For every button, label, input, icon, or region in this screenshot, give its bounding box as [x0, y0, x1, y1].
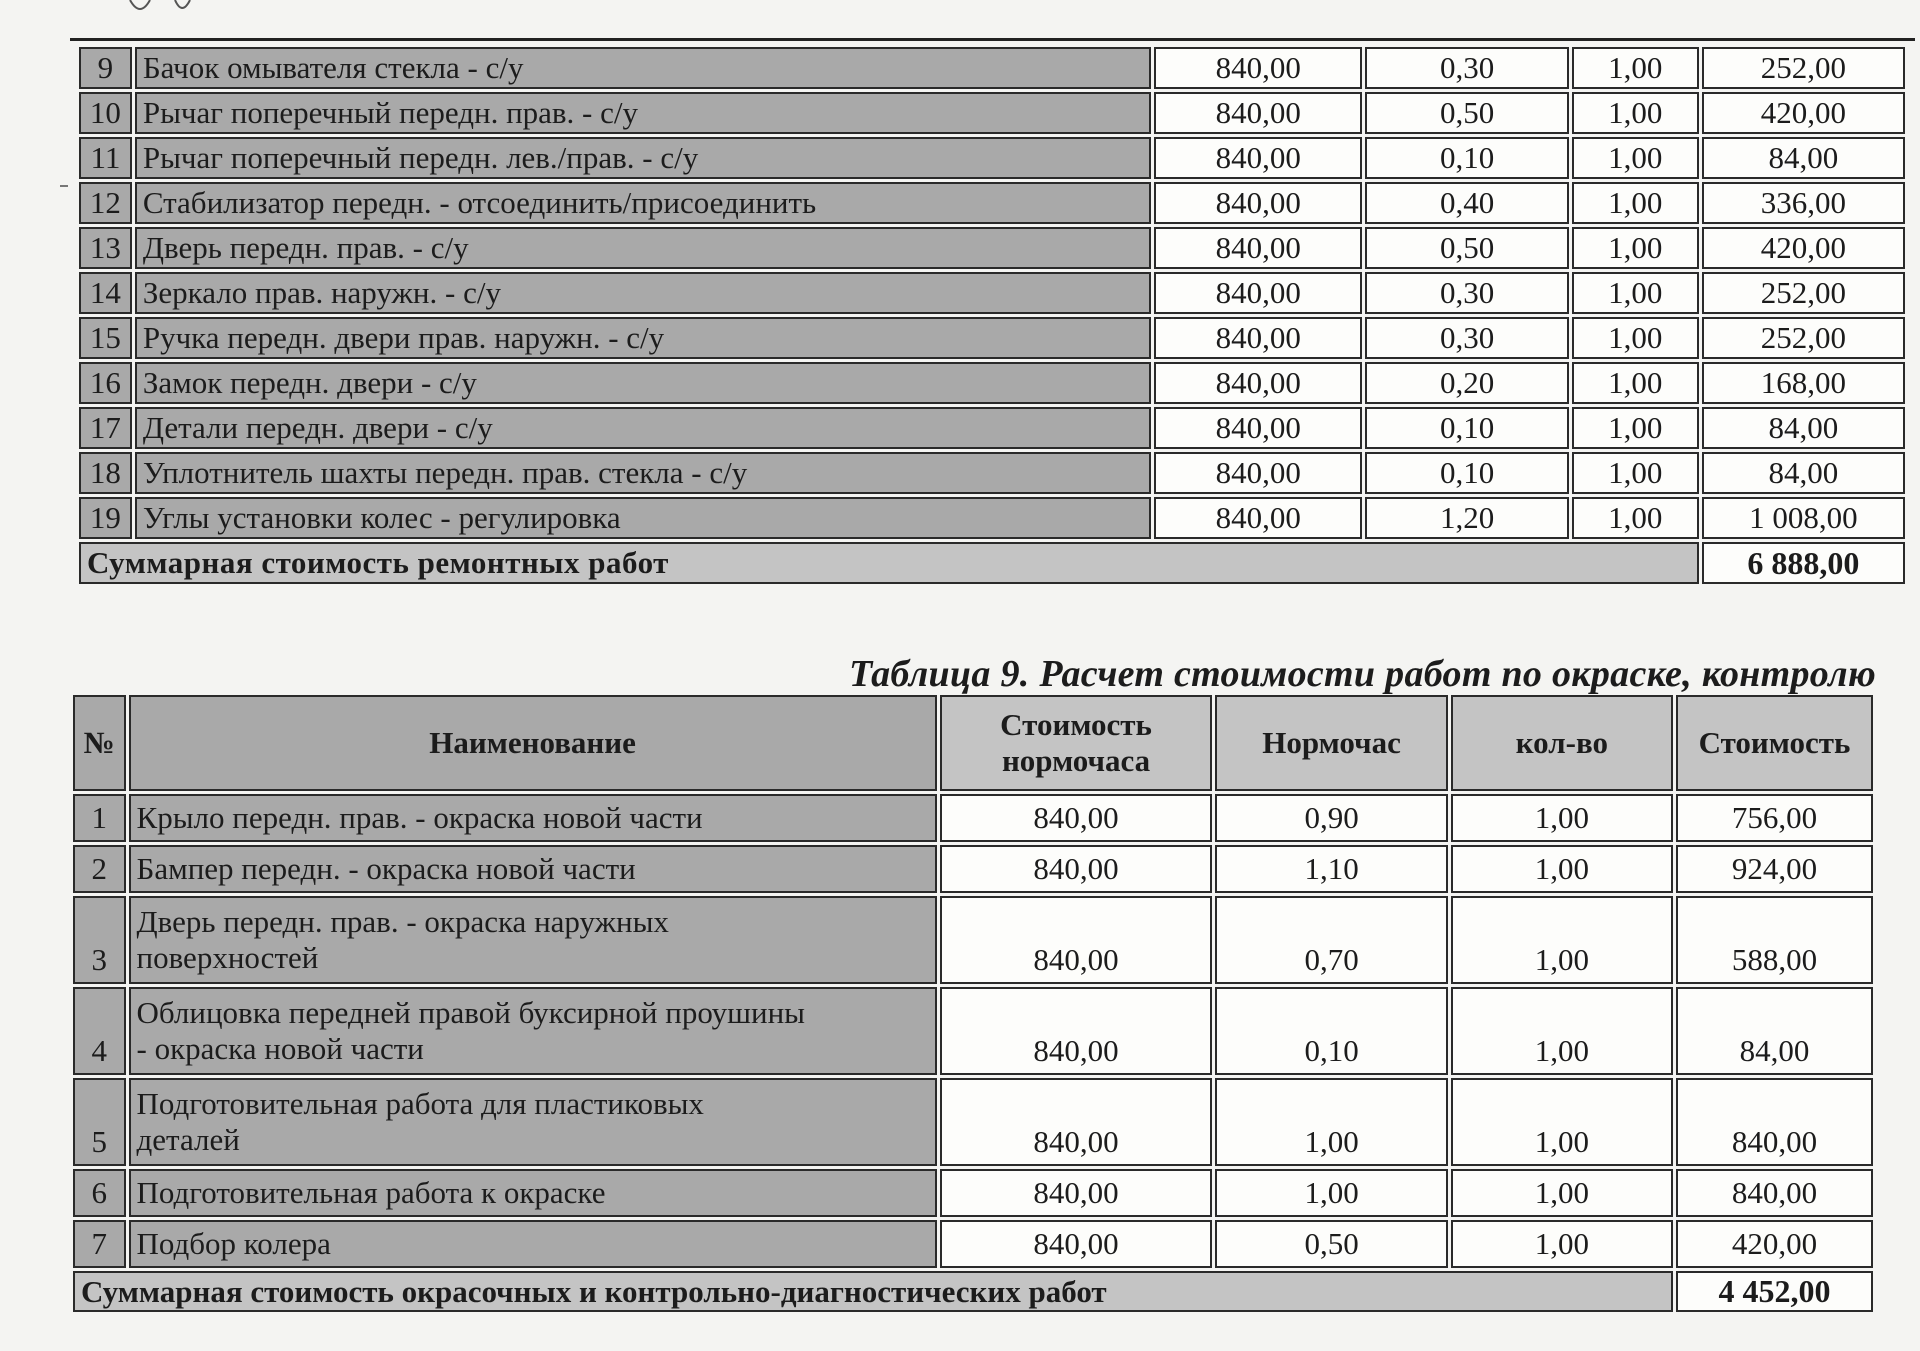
- row-cost: 252,00: [1702, 317, 1905, 359]
- table-row: [73, 896, 1873, 984]
- header-price-line1: Стоимость: [1000, 707, 1152, 742]
- row-name: [129, 1220, 937, 1268]
- painting-works-table: [70, 692, 1876, 1315]
- table-row: [73, 845, 1873, 893]
- row-price: 840,00: [1154, 362, 1362, 404]
- row-name: [129, 896, 937, 984]
- row-number: 15: [79, 317, 132, 359]
- row-hours: 1,20: [1365, 497, 1568, 539]
- row-name-line2: деталей: [136, 1122, 240, 1157]
- row-hours: 0,30: [1365, 272, 1568, 314]
- top-rule: [70, 38, 1915, 41]
- row-cost: 840,00: [1676, 1078, 1873, 1166]
- row-name-line1: Подбор колера: [136, 1226, 331, 1261]
- row-hours: 0,30: [1365, 47, 1568, 89]
- header-price: [940, 695, 1213, 791]
- row-number: 1: [73, 794, 126, 842]
- row-number: 3: [73, 896, 126, 984]
- row-cost: 336,00: [1702, 182, 1905, 224]
- table-row: [79, 47, 1905, 89]
- row-qty: 1,00: [1572, 452, 1699, 494]
- table-row: [79, 317, 1905, 359]
- row-number: 10: [79, 92, 132, 134]
- row-cost: 420,00: [1702, 227, 1905, 269]
- header-price-line2: нормочаса: [1001, 743, 1151, 778]
- row-name: Замок передн. двери - с/у: [135, 362, 1151, 404]
- row-name-line1: Бампер передн. - окраска новой части: [136, 851, 636, 886]
- total-row: [79, 542, 1905, 584]
- repair-works-table: [76, 44, 1908, 587]
- row-name: Стабилизатор передн. - отсоединить/присоединить: [135, 182, 1151, 224]
- row-name: Бачок омывателя стекла - с/у: [135, 47, 1151, 89]
- row-name-line1: Подготовительная работа для пластиковых: [136, 1086, 704, 1121]
- table-row: [73, 987, 1873, 1075]
- header-row: [73, 695, 1873, 791]
- table-row: [79, 92, 1905, 134]
- row-hours: 0,50: [1365, 92, 1568, 134]
- row-hours: 0,30: [1365, 317, 1568, 359]
- table-row: [79, 272, 1905, 314]
- row-number: 16: [79, 362, 132, 404]
- row-hours: 1,00: [1215, 1169, 1447, 1217]
- row-name-line1: Облицовка передней правой буксирной проушины: [136, 995, 806, 1030]
- total-label: Суммарная стоимость окрасочных и контрольно-диагностических работ: [73, 1271, 1673, 1312]
- row-number: 4: [73, 987, 126, 1075]
- row-number: 18: [79, 452, 132, 494]
- row-number: 7: [73, 1220, 126, 1268]
- header-name: Наименование: [129, 695, 937, 791]
- table-row: [79, 497, 1905, 539]
- row-qty: 1,00: [1572, 317, 1699, 359]
- header-no: №: [73, 695, 126, 791]
- row-name: Рычаг поперечный передн. лев./прав. - с/у: [135, 137, 1151, 179]
- row-name-line1: Подготовительная работа к окраске: [136, 1175, 606, 1210]
- row-number: 12: [79, 182, 132, 224]
- total-label: Суммарная стоимость ремонтных работ: [79, 542, 1699, 584]
- row-hours: 0,10: [1365, 407, 1568, 449]
- row-price: 840,00: [1154, 227, 1362, 269]
- row-number: 6: [73, 1169, 126, 1217]
- row-hours: 0,10: [1365, 452, 1568, 494]
- row-name-line2: поверхностей: [136, 940, 319, 975]
- row-hours: 0,10: [1365, 137, 1568, 179]
- table-row: [73, 1169, 1873, 1217]
- table-row: [79, 407, 1905, 449]
- row-qty: 1,00: [1572, 137, 1699, 179]
- row-qty: 1,00: [1572, 272, 1699, 314]
- row-qty: 1,00: [1451, 987, 1673, 1075]
- row-number: 17: [79, 407, 132, 449]
- table-row: [79, 227, 1905, 269]
- row-hours: 1,00: [1215, 1078, 1447, 1166]
- row-name: Рычаг поперечный передн. прав. - с/у: [135, 92, 1151, 134]
- row-price: 840,00: [1154, 182, 1362, 224]
- margin-mark: [60, 185, 68, 187]
- row-price: 840,00: [940, 1078, 1213, 1166]
- row-price: 840,00: [940, 896, 1213, 984]
- row-hours: 0,50: [1215, 1220, 1447, 1268]
- row-hours: 0,50: [1365, 227, 1568, 269]
- row-price: 840,00: [1154, 452, 1362, 494]
- row-price: 840,00: [1154, 317, 1362, 359]
- table-caption: Таблица 9. Расчет стоимости работ по окраске, контролю: [848, 653, 1876, 695]
- row-cost: 420,00: [1702, 92, 1905, 134]
- row-qty: 1,00: [1451, 896, 1673, 984]
- row-hours: 0,70: [1215, 896, 1447, 984]
- total-row: [73, 1271, 1873, 1312]
- row-qty: 1,00: [1572, 362, 1699, 404]
- row-price: 840,00: [1154, 497, 1362, 539]
- row-cost: 252,00: [1702, 47, 1905, 89]
- header-cost: Стоимость: [1676, 695, 1873, 791]
- row-qty: 1,00: [1451, 794, 1673, 842]
- row-price: 840,00: [1154, 137, 1362, 179]
- row-qty: 1,00: [1451, 845, 1673, 893]
- row-name: Углы установки колес - регулировка: [135, 497, 1151, 539]
- row-price: 840,00: [1154, 92, 1362, 134]
- row-cost: 924,00: [1676, 845, 1873, 893]
- row-name-line2: - окраска новой части: [136, 1031, 424, 1066]
- table-row: [73, 1220, 1873, 1268]
- table-row: [79, 452, 1905, 494]
- row-qty: 1,00: [1451, 1220, 1673, 1268]
- row-price: 840,00: [940, 794, 1213, 842]
- row-price: 840,00: [1154, 272, 1362, 314]
- row-price: 840,00: [940, 845, 1213, 893]
- row-name-line1: Дверь передн. прав. - окраска наружных: [136, 904, 669, 939]
- row-hours: 0,40: [1365, 182, 1568, 224]
- logo-fragment-icon: [120, 0, 210, 20]
- row-cost: 840,00: [1676, 1169, 1873, 1217]
- row-name: Ручка передн. двери прав. наружн. - с/у: [135, 317, 1151, 359]
- row-number: 14: [79, 272, 132, 314]
- row-qty: 1,00: [1572, 47, 1699, 89]
- row-name: [129, 1078, 937, 1166]
- row-cost: 84,00: [1676, 987, 1873, 1075]
- row-name-line1: Крыло передн. прав. - окраска новой части: [136, 800, 703, 835]
- row-cost: 168,00: [1702, 362, 1905, 404]
- row-price: 840,00: [1154, 407, 1362, 449]
- row-name: Детали передн. двери - с/у: [135, 407, 1151, 449]
- row-number: 5: [73, 1078, 126, 1166]
- table-row: [79, 362, 1905, 404]
- row-cost: 84,00: [1702, 452, 1905, 494]
- row-qty: 1,00: [1572, 182, 1699, 224]
- row-cost: 84,00: [1702, 407, 1905, 449]
- row-cost: 420,00: [1676, 1220, 1873, 1268]
- table-row: [73, 794, 1873, 842]
- total-value: 4 452,00: [1676, 1271, 1873, 1312]
- row-qty: 1,00: [1451, 1169, 1673, 1217]
- row-name: Зеркало прав. наружн. - с/у: [135, 272, 1151, 314]
- row-name: [129, 1169, 937, 1217]
- row-number: 19: [79, 497, 132, 539]
- row-price: 840,00: [940, 1169, 1213, 1217]
- row-price: 840,00: [940, 987, 1213, 1075]
- row-hours: 0,90: [1215, 794, 1447, 842]
- table-row: [73, 1078, 1873, 1166]
- row-cost: 84,00: [1702, 137, 1905, 179]
- row-hours: 0,20: [1365, 362, 1568, 404]
- header-qty: кол-во: [1451, 695, 1673, 791]
- row-name: Дверь передн. прав. - с/у: [135, 227, 1151, 269]
- row-number: 9: [79, 47, 132, 89]
- row-qty: 1,00: [1572, 92, 1699, 134]
- row-cost: 1 008,00: [1702, 497, 1905, 539]
- row-number: 13: [79, 227, 132, 269]
- row-number: 2: [73, 845, 126, 893]
- row-name: Уплотнитель шахты передн. прав. стекла - с/у: [135, 452, 1151, 494]
- row-cost: 252,00: [1702, 272, 1905, 314]
- row-price: 840,00: [940, 1220, 1213, 1268]
- row-qty: 1,00: [1572, 407, 1699, 449]
- table-row: [79, 182, 1905, 224]
- row-qty: 1,00: [1572, 227, 1699, 269]
- row-qty: 1,00: [1451, 1078, 1673, 1166]
- row-qty: 1,00: [1572, 497, 1699, 539]
- row-name: [129, 987, 937, 1075]
- header-hours: Нормочас: [1215, 695, 1447, 791]
- row-name: [129, 794, 937, 842]
- row-hours: 0,10: [1215, 987, 1447, 1075]
- row-price: 840,00: [1154, 47, 1362, 89]
- table-row: [79, 137, 1905, 179]
- row-cost: 756,00: [1676, 794, 1873, 842]
- total-value: 6 888,00: [1702, 542, 1905, 584]
- row-hours: 1,10: [1215, 845, 1447, 893]
- row-cost: 588,00: [1676, 896, 1873, 984]
- row-name: [129, 845, 937, 893]
- row-number: 11: [79, 137, 132, 179]
